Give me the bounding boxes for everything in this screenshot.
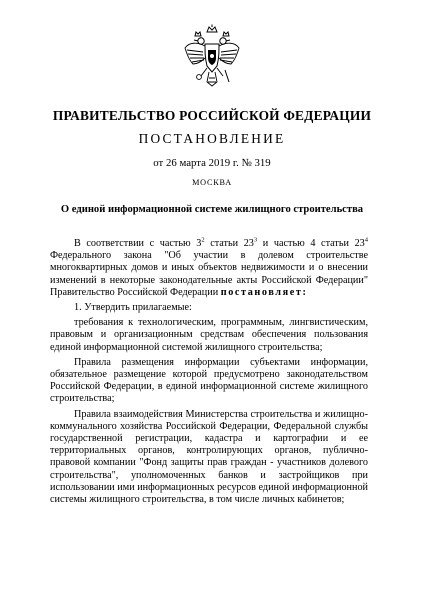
document-city: МОСКВА (192, 178, 232, 187)
document-date-number: от 26 марта 2019 г. № 319 (153, 157, 271, 169)
paragraph-placement-rules: Правила размещения информации субъектами информации, обязательное размещение которой предусмотрено законодательством Российской Федерации, в единой информационной системе жилищного строительства; (50, 356, 368, 405)
document-type: ПОСТАНОВЛЕНИЕ (138, 131, 286, 146)
resolves-word: постановляет: (220, 286, 308, 298)
paragraph-requirements: требования к технологическим, программным, лингвистическим, правовым и организационным средствам обеспечения пользования единой информационной системой жилищного строительства; (50, 317, 368, 353)
document-subject: О единой информационной системе жилищного строительства (60, 204, 364, 215)
paragraph-preamble: В соответствии с частью $3^2$ статьи $23^3$ и частью 4 статьи $23^4$ Федерального закона "Об участии в долевом строительстве многоквартирных домов и иных объектов недвижимости и о внесении изменений в некоторые законодательные акты Российской Федерации" Правительство Российской Федерации постановляет: (50, 236, 369, 298)
document-body (50, 238, 368, 509)
paragraph-1: 1. Утвердить прилагаемые: (74, 302, 192, 314)
issuer-title: ПРАВИТЕЛЬСТВО РОССИЙСКОЙ ФЕДЕРАЦИИ (52, 108, 372, 123)
coat-of-arms-icon (183, 24, 241, 88)
paragraph-interaction-rules: Правила взаимодействия Министерства строительства и жилищно-коммунального хозяйства Российской Федерации, Федеральной службы государственной регистрации, кадастра и картографии и ее территориальных органов, контролирующих органов, публично-правовой компании "Фонд защиты прав граждан - участников долевого строительства", уполномоченных банков и застройщиков при использовании ими информационных ресурсов единой информационной системы жилищного строительства, в том числе личных кабинетов; (50, 408, 368, 506)
